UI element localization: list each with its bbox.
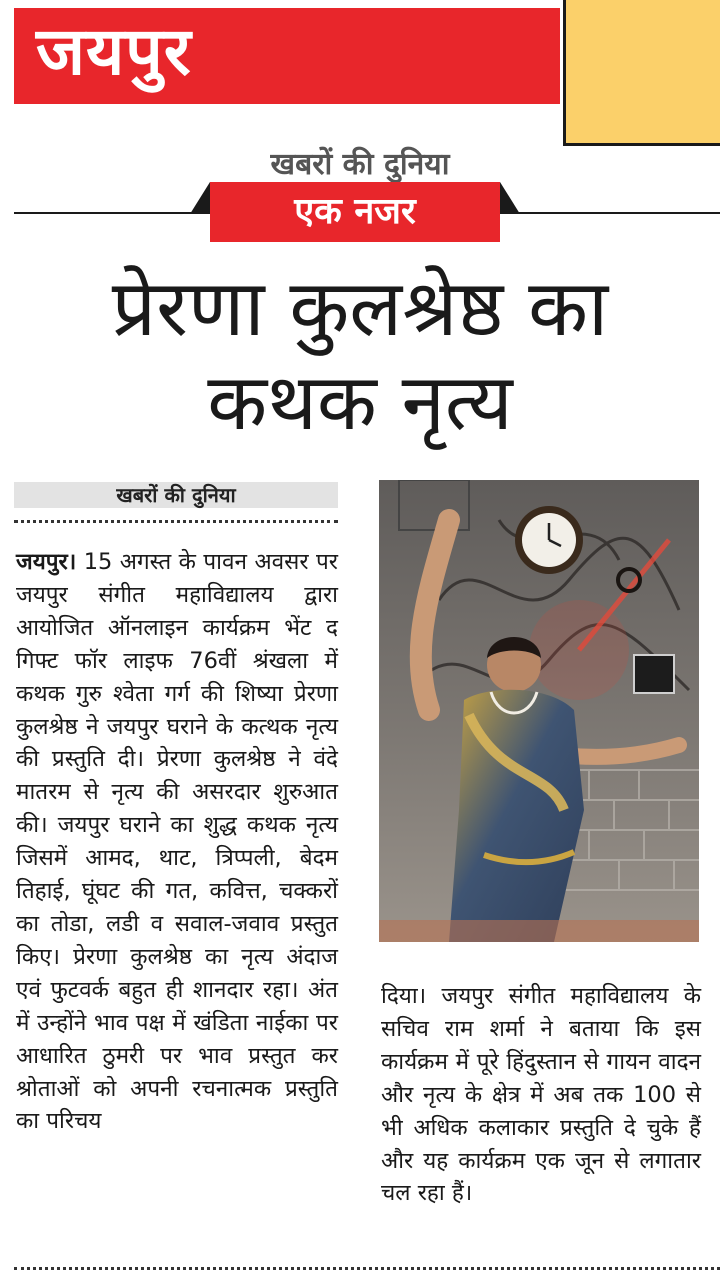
dancer-photo [379, 480, 699, 942]
city-title: जयपुर [36, 13, 192, 90]
article-column-right: दिया। जयपुर संगीत महाविद्यालय के सचिव राम शर्मा ने बताया कि इस कार्यक्रम में पूरे हिंदुस्तान से गायन वादन और नृत्य के क्षेत्र में अब तक 100 से भी अधिक कलाकार प्रस्तुति दे चुके हैं और यह कार्यक्रम एक जून से लगातार चल रहा हैं। [381, 983, 701, 1207]
headline-line-1: प्रेरणा कुलश्रेष्ठ का [111, 264, 609, 354]
section-tag: एक नजर [210, 182, 500, 242]
article-body-left: 15 अगस्त के पावन अवसर पर जयपुर संगीत महाविद्यालय द्वारा आयोजित ऑनलाइन कार्यक्रम भेंट द गिफ्ट फॉर लाइफ 76वीं श्रंखला में कथक गुरु श्वेता गर्ग की शिष्या प्रेरणा कुलश्रेष्ठ ने जयपुर घराने के कत्थक नृत्य की प्रस्तुति दी। प्रेरणा कुलश्रेष्ठ ने वंदे मातरम से नृत्य की असरदार शुरुआत की। जयपुर घराने का शुद्ध कथक नृत्य जिसमें आमद, थाट, त्रिप्पली, बेदम तिहाई, घूंघट की गत, कवित्त, चक्करों का तोडा, लडी व सवाल-जवाव प्रस्तुत किए। प्रेरणा कुलश्रेष्ठ का नृत्य अंदाज एवं फुटवर्क बहुत ही शानदार रहा। अंत में उन्होंने भाव पक्ष में खंडिता नाईका पर आधारित ठुमरी पर भाव प्रस्तुत कर श्रोताओं को अपनी रचनात्मक प्रस्तुति का परिचय [16, 549, 338, 1135]
dotted-divider [14, 520, 338, 523]
bottom-dotted-divider [14, 1267, 720, 1270]
tag-rule-right [500, 212, 720, 214]
article-column-left [16, 546, 338, 1138]
corner-color-block [563, 0, 720, 146]
headline [20, 262, 700, 450]
tag-triangle-left [190, 182, 210, 214]
section-kicker: खबरों की दुनिया [270, 147, 450, 182]
tag-rule-left [14, 212, 210, 214]
source-label: खबरों की दुनिया [14, 482, 338, 508]
city-banner [14, 8, 560, 104]
tag-triangle-right [500, 182, 520, 214]
dateline: जयपुर। [16, 549, 77, 575]
headline-line-2: कथक नृत्य [207, 358, 513, 448]
